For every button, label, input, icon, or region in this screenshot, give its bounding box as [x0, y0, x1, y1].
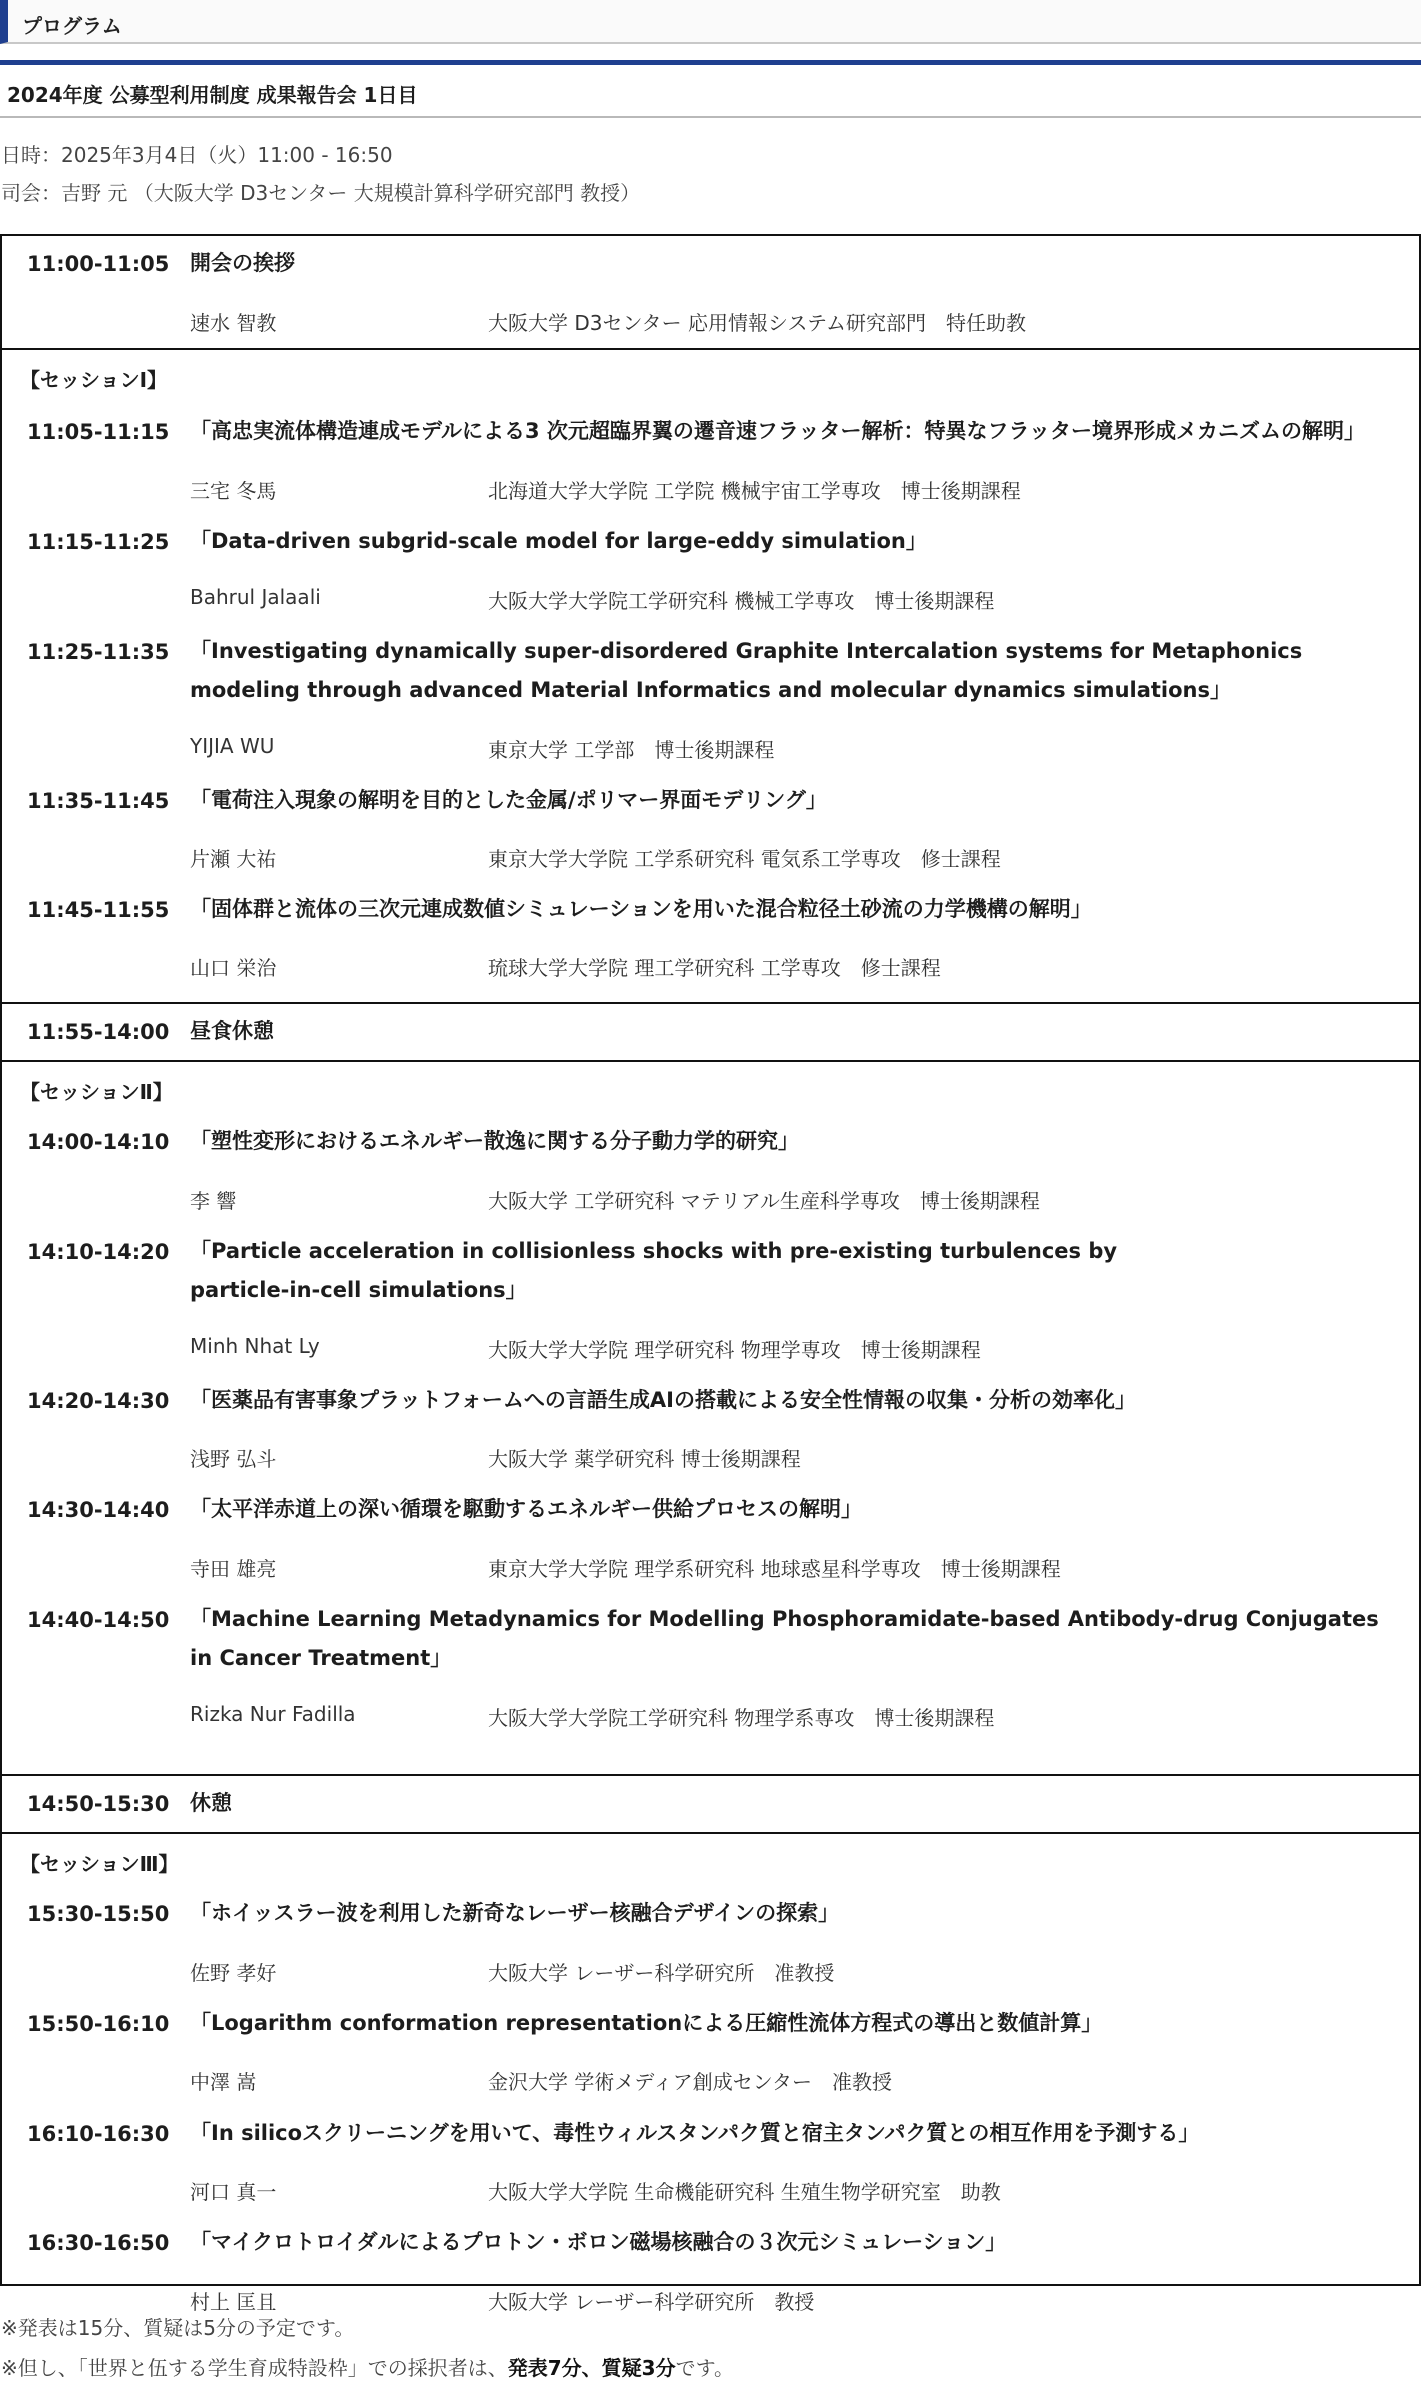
- talk-affiliation: 大阪大学 薬学研究科 博士後期課程: [488, 1447, 801, 1471]
- talk-speaker: Rizka Nur Fadilla: [190, 1702, 356, 1726]
- talk-speaker: 三宅 冬馬: [190, 479, 277, 503]
- opening-title: 開会の挨拶: [190, 251, 295, 275]
- talk-speaker: 中澤 嵩: [190, 2070, 257, 2094]
- talk-time: 14:40-14:50: [27, 1608, 170, 1632]
- talk-title: 「Data-driven subgrid-scale model for large-eddy simulation」: [190, 529, 927, 553]
- talk-affiliation: 北海道大学大学院 工学院 機械宇宙工学専攻 博士後期課程: [488, 479, 1021, 503]
- talk-title: 「Logarithm conformation representationによる圧縮性流体方程式の導出と数値計算」: [190, 2011, 1103, 2035]
- talk-speaker: 李 響: [190, 1189, 237, 1213]
- talk-title: 「医薬品有害事象プラットフォームへの言語生成AIの搭載による安全性情報の収集・分析の効率化」: [190, 1388, 1136, 1412]
- note-special-prefix: ※但し、「世界と伍する学生育成特設枠」での採択者は、: [1, 2356, 508, 2380]
- talk-title: 「電荷注入現象の解明を目的とした金属/ポリマー界面モデリング」: [190, 788, 827, 812]
- event-date: 日時：2025年3月4日（火）11:00 - 16:50: [1, 143, 393, 167]
- talk-affiliation: 大阪大学 レーザー科学研究所 教授: [488, 2290, 815, 2314]
- talk-time: 11:35-11:45: [27, 789, 170, 813]
- talk-time: 11:05-11:15: [27, 420, 170, 444]
- page-header: [0, 0, 1421, 44]
- lunch-time: 11:55-14:00: [27, 1020, 170, 1044]
- talk-title: 「固体群と流体の三次元連成数値シミュレーションを用いた混合粒径土砂流の力学機構の解明」: [190, 897, 1092, 921]
- talk-affiliation: 大阪大学大学院 理学研究科 物理学専攻 博士後期課程: [488, 1338, 981, 1362]
- talk-affiliation: 大阪大学大学院工学研究科 物理学系専攻 博士後期課程: [488, 1706, 995, 1730]
- talk-affiliation: 東京大学大学院 理学系研究科 地球惑星科学専攻 博士後期課程: [488, 1557, 1061, 1581]
- session1-label: 【セッションⅠ】: [20, 368, 168, 392]
- opening-time: 11:00-11:05: [27, 252, 170, 276]
- talk-time: 16:10-16:30: [27, 2122, 170, 2146]
- break-block: [2, 1776, 1419, 1834]
- event-mc: 司会：吉野 元 （大阪大学 D3センター 大規模計算科学研究部門 教授）: [1, 181, 641, 205]
- talk-time: 11:45-11:55: [27, 898, 170, 922]
- note-special-suffix: です。: [675, 2356, 735, 2380]
- note-special-slot: [1, 2352, 734, 2381]
- lunch-block: [2, 1004, 1419, 1062]
- break-title: 休憩: [190, 1791, 232, 1815]
- talk-title: 「Machine Learning Metadynamics for Modelling Phosphoramidate-based Antibody-drug Conjugates in Cancer Treatment」: [190, 1607, 1379, 1670]
- session2-label: 【セッションⅡ】: [20, 1080, 173, 1104]
- opening-block: [2, 236, 1419, 350]
- talk-title: 「ホイッスラー波を利用した新奇なレーザー核融合デザインの探索」: [190, 1901, 840, 1925]
- program-table: [0, 234, 1421, 2314]
- talk-affiliation: 大阪大学大学院 生命機能研究科 生殖生物学研究室 助教: [488, 2180, 1001, 2204]
- session2-block: [2, 1062, 1419, 1776]
- talk-time: 15:50-16:10: [27, 2012, 170, 2036]
- talk-speaker: 村上 匡且: [190, 2290, 277, 2314]
- talk-speaker: 山口 栄治: [190, 956, 277, 980]
- event-title-bar: [0, 60, 1421, 118]
- event-title: 2024年度 公募型利用制度 成果報告会 1日目: [7, 83, 418, 107]
- talk-speaker: 河口 真一: [190, 2180, 277, 2204]
- talk-affiliation: 金沢大学 学術メディア創成センター 准教授: [488, 2070, 892, 2094]
- talk-title: 「高忠実流体構造連成モデルによる3 次元超臨界翼の遷音速フラッター解析：特異なフラッター境界形成メカニズムの解明」: [190, 419, 1366, 443]
- page-header-title: プログラム: [22, 14, 122, 38]
- talk-time: 14:00-14:10: [27, 1130, 170, 1154]
- talk-time: 14:20-14:30: [27, 1389, 170, 1413]
- opening-affiliation: 大阪大学 D3センター 応用情報システム研究部門 特任助教: [488, 311, 1027, 335]
- session3-label: 【セッションⅢ】: [20, 1852, 179, 1876]
- talk-affiliation: 大阪大学 レーザー科学研究所 准教授: [488, 1961, 835, 1985]
- talk-time: 11:25-11:35: [27, 640, 170, 664]
- talk-title: 「In silicoスクリーニングを用いて、毒性ウィルスタンパク質と宿主タンパク質との相互作用を予測する」: [190, 2121, 1200, 2145]
- talk-time: 14:10-14:20: [27, 1240, 170, 1264]
- break-time: 14:50-15:30: [27, 1792, 170, 1816]
- talk-title: 「Particle acceleration in collisionless shocks with pre-existing turbulences by particle-in-cell simulations」: [190, 1239, 1118, 1302]
- talk-title: 「Investigating dynamically super-disordered Graphite Intercalation systems for Metaphonics modeling through advanced Material Informatics and molecular dynamics simulations」: [190, 639, 1303, 702]
- talk-affiliation: 大阪大学 工学研究科 マテリアル生産科学専攻 博士後期課程: [488, 1189, 1040, 1213]
- session1-block: [2, 350, 1419, 1004]
- talk-title: 「マイクロトロイダルによるプロトン・ボロン磁場核融合の３次元シミュレーション」: [190, 2230, 1007, 2254]
- talk-title: 「太平洋赤道上の深い循環を駆動するエネルギー供給プロセスの解明」: [190, 1497, 862, 1521]
- talk-time: 14:30-14:40: [27, 1498, 170, 1522]
- talk-affiliation: 琉球大学大学院 理工学研究科 工学専攻 修士課程: [488, 956, 941, 980]
- talk-time: 11:15-11:25: [27, 530, 170, 554]
- session3-block: [2, 1834, 1419, 2314]
- talk-speaker: 寺田 雄亮: [190, 1557, 277, 1581]
- talk-affiliation: 大阪大学大学院工学研究科 機械工学専攻 博士後期課程: [488, 589, 995, 613]
- talk-time: 15:30-15:50: [27, 1902, 170, 1926]
- lunch-title: 昼食休憩: [190, 1019, 274, 1043]
- note-special-bold: 発表7分、質疑3分: [507, 2356, 676, 2380]
- talk-speaker: 浅野 弘斗: [190, 1447, 277, 1471]
- note-presentation-time: ※発表は15分、質疑は5分の予定です。: [1, 2316, 355, 2340]
- talk-speaker: Bahrul Jalaali: [190, 585, 321, 609]
- opening-speaker: 速水 智教: [190, 311, 277, 335]
- talk-speaker: YIJIA WU: [190, 734, 275, 758]
- talk-speaker: Minh Nhat Ly: [190, 1334, 320, 1358]
- talk-title: 「塑性変形におけるエネルギー散逸に関する分子動力学的研究」: [190, 1129, 799, 1153]
- talk-speaker: 佐野 孝好: [190, 1961, 277, 1985]
- talk-speaker: 片瀬 大祐: [190, 847, 277, 871]
- talk-time: 16:30-16:50: [27, 2231, 170, 2255]
- talk-affiliation: 東京大学大学院 工学系研究科 電気系工学専攻 修士課程: [488, 847, 1001, 871]
- talk-affiliation: 東京大学 工学部 博士後期課程: [488, 738, 775, 762]
